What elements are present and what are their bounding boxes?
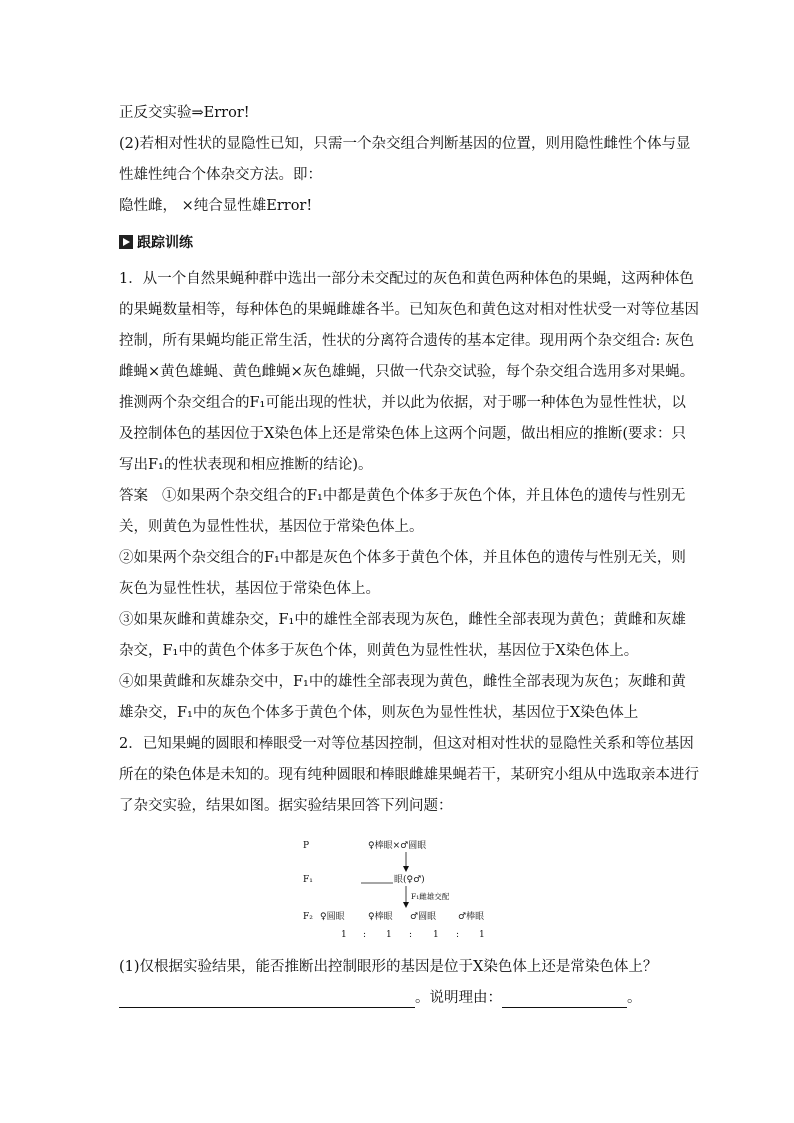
answer-line: ②如果两个杂交组合的F₁中都是灰色个体多于黄色个体，并且体色的遗传与性别无关，则 (119, 550, 686, 566)
diagram-f1-text: 眼(♀♂) (394, 875, 425, 885)
diagram-ratio-4: : (409, 930, 413, 940)
diagram-ratio-7: 1 (479, 930, 485, 940)
diagram-ratio-6: : (456, 930, 460, 940)
diagram-ratio-2: : (363, 930, 367, 940)
diagram-f2-item-1: ♀圆眼 (320, 912, 345, 922)
question-1-line: 1．从一个自然果蝇种群中选出一部分未交配过的灰色和黄色两种体色的果蝇，这两种体色 (119, 271, 694, 287)
answer-line: 杂交，F₁中的黄色个体多于灰色个体，则黄色为显性性状，基因位于X染色体上。 (119, 643, 639, 659)
question-1-line: 的果蝇数量相等，每种体色的果蝇雌雄各半。已知灰色和黄色这对相对性状受一对等位基因 (119, 302, 699, 318)
diagram-arrowhead-2 (403, 902, 409, 908)
diagram-f2-item-3: ♂圆眼 (410, 912, 437, 922)
diagram-f2-item-2: ♀棒眼 (368, 912, 393, 922)
answer-line (119, 988, 642, 1008)
question-2-line: 2．已知果蝇的圆眼和棒眼受一对等位基因控制，但这对相对性状的显隐性关系和等位基因 (119, 736, 694, 752)
diagram-f2-label: F₂ (303, 912, 313, 922)
diagram-ratio-3: 1 (386, 930, 392, 940)
answer-line: 关，则黄色为显性性状，基因位于常染色体上。 (119, 519, 424, 535)
answer-blank-2[interactable] (502, 991, 627, 1008)
diagram-arrowhead-1 (403, 866, 409, 872)
intro-line-3: 性雄性纯合个体杂交方法。即： (119, 167, 322, 183)
intro-line-4: 隐性雌， ×纯合显性雄Error! (119, 198, 313, 214)
question-1-line: 写出F₁的性状表现和相应推断的结论)。 (119, 457, 373, 473)
question-1-line: 推测两个杂交组合的F₁可能出现的性状，并以此为依据，对于哪一种体色为显性性状，以 (119, 395, 686, 411)
answer-line (119, 486, 685, 506)
answer-line: 灰色为显性性状，基因位于常染色体上。 (119, 581, 380, 597)
question-2-line: 了杂交实验，结果如图。据实验结果回答下列问题： (119, 798, 453, 814)
play-icon (119, 235, 133, 249)
question-2-line: 所在的染色体是未知的。现有纯种圆眼和棒眼雌雄果蝇若干，某研究小组从中选取亲本进行 (119, 767, 699, 783)
diagram-f2-item-4: ♂棒眼 (458, 912, 485, 922)
sub-question-1: (1)仅根据实验结果，能否推断出控制眼形的基因是位于X染色体上还是常染色体上？ (119, 959, 658, 975)
diagram-ratio-1: 1 (341, 930, 347, 940)
answer-text: ①如果两个杂交组合的F₁中都是黄色个体多于灰色个体，并且体色的遗传与性别无 (162, 488, 686, 504)
end-mark: 。 (627, 990, 642, 1006)
answer-line: ③如果灰雌和黄雄杂交，F₁中的雄性全部表现为灰色，雌性全部表现为黄色；黄雌和灰雄 (119, 612, 686, 628)
diagram-f1-cross: F₁雌雄交配 (411, 892, 450, 901)
section-header (119, 232, 193, 252)
diagram-f1-label: F₁ (303, 875, 313, 885)
question-1-line: 雌蝇×黄色雄蝇、黄色雌蝇×灰色雄蝇，只做一代杂交试验，每个杂交组合选用多对果蝇。 (119, 364, 695, 380)
answer-line: ④如果黄雌和灰雄杂交中，F₁中的雄性全部表现为黄色，雌性全部表现为灰色；灰雌和黄 (119, 674, 686, 690)
diagram-ratio-5: 1 (433, 930, 439, 940)
answer-label: 答案 (119, 488, 148, 504)
section-title: 跟踪训练 (137, 235, 193, 251)
intro-line-2 (119, 134, 691, 154)
diagram-p-cross: ♀棒眼×♂圆眼 (368, 841, 427, 851)
intro-line-2-text: (2)若相对性状的显隐性已知，只需一个杂交组合判断基因的位置，则用隐性雌性个体与显 (119, 136, 691, 152)
answer-line: 雄杂交，F₁中的灰色个体多于黄色个体，则灰色为显性性状，基因位于X染色体上 (119, 705, 639, 721)
answer-blank-1[interactable] (119, 991, 415, 1008)
intro-line-1: 正反交实验⇒Error! (119, 105, 250, 121)
diagram-p-label: P (303, 841, 310, 851)
question-1-line: 控制，所有果蝇均能正常生活，性状的分离符合遗传的基本定律。现用两个杂交组合: 灰色 (119, 333, 694, 349)
reason-label: 。说明理由： (415, 990, 502, 1006)
question-1-line: 及控制体色的基因位于X染色体上还是常染色体上这两个问题，做出相应的推断(要求：只 (119, 426, 686, 442)
